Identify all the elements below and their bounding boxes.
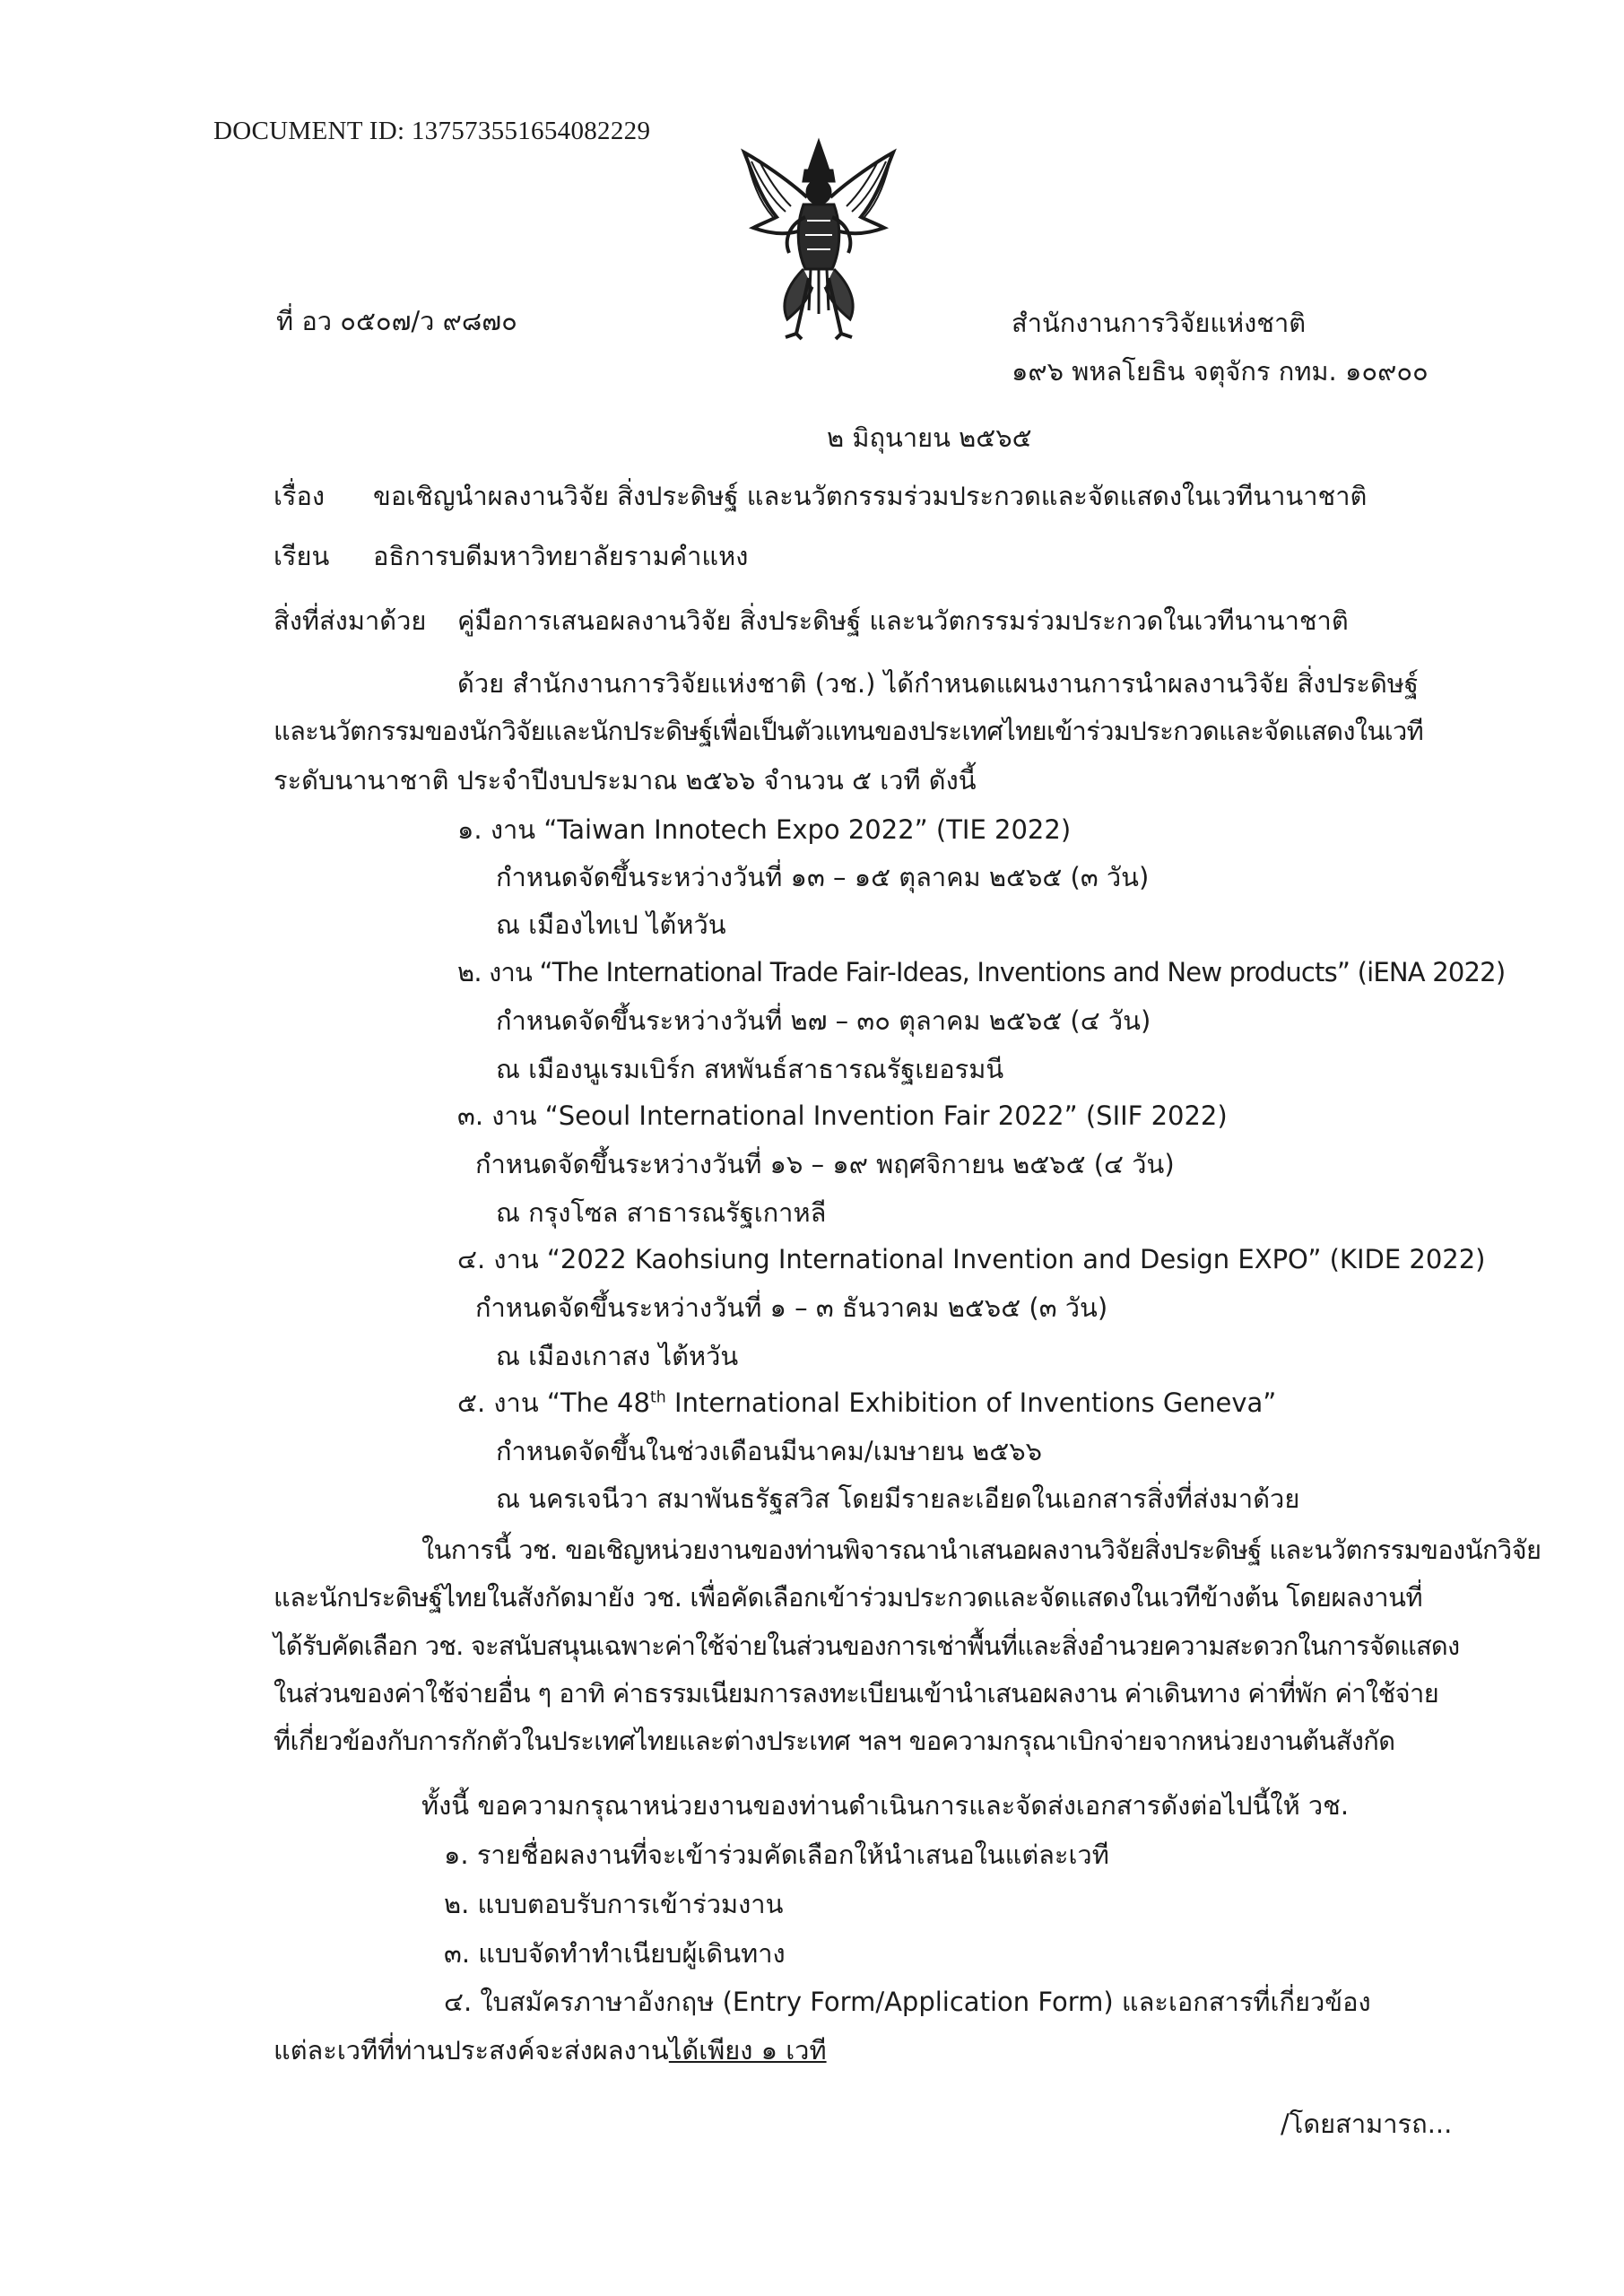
para2-line-4: ในส่วนของค่าใช้จ่ายอื่น ๆ อาทิ ค่าธรรมเนียมการลงทะเบียนเข้านำเสนอผลงาน ค่าเดินทาง ค่าที่พัก ค่าใช้จ่าย (274, 1678, 1439, 1709)
event-3-place: ณ กรุงโซล สาธารณรัฐเกาหลี (496, 1197, 827, 1228)
para2-line-1: ในการนี้ วช. ขอเชิญหน่วยงานของท่านพิจารณานำเสนอผลงานวิจัยสิ่งประดิษฐ์ และนวัตกรรมของนักวิจัย (421, 1535, 1541, 1565)
event-5-title (457, 1387, 1276, 1421)
event-4-place: ณ เมืองเกาสง ไต้หวัน (496, 1341, 739, 1371)
para2-line-3: ได้รับคัดเลือก วช. จะสนับสนุนเฉพาะค่าใช้จ่ายในส่วนของการเช่าพื้นที่และสิ่งอำนวยความสะดวกในการจัดแสดง (274, 1631, 1460, 1661)
enclosure-text: คู่มือการเสนอผลงานวิจัย สิ่งประดิษฐ์ และนวัตกรรมร่วมประกวดในเวทีนานาชาติ (457, 605, 1349, 636)
continuation-note: /โดยสามารถ... (1281, 2109, 1453, 2139)
event-5-place: ณ นครเจนีวา สมาพันธรัฐสวิส โดยมีรายละเอียดในเอกสารสิ่งที่ส่งมาด้วย (496, 1483, 1300, 1514)
garuda-emblem-icon (734, 135, 904, 341)
enclosure-label: สิ่งที่ส่งมาด้วย (274, 605, 427, 636)
event-4-title: ๔. งาน “2022 Kaohsiung International Invention and Design EXPO” (KIDE 2022) (457, 1244, 1486, 1274)
requirement-3: ๓. แบบจัดทำทำเนียบผู้เดินทาง (444, 1938, 786, 1969)
intro-line-3: ระดับนานาชาติ ประจำปีงบประมาณ ๒๕๖๖ จำนวน ๕ เวที ดังนี้ (274, 765, 977, 796)
event-5-title-suffix: International Exhibition of Inventions Geneva” (665, 1387, 1277, 1418)
event-5-title-prefix: ๕. งาน “The 48 (457, 1387, 650, 1418)
para2-line-5: ที่เกี่ยวข้องกับการกักตัวในประเทศไทยและต่างประเทศ ฯลฯ ขอความกรุณาเบิกจ่ายจากหน่วยงานต้นสังกัด (274, 1726, 1395, 1756)
event-1-place: ณ เมืองไทเป ไต้หวัน (496, 909, 726, 940)
intro-line-1: ด้วย สำนักงานการวิจัยแห่งชาติ (วช.) ได้กำหนดแผนงานการนำผลงานวิจัย สิ่งประดิษฐ์ (457, 668, 1419, 699)
issuer-address: ๑๙๖ พหลโยธิน จตุจักร กทม. ๑๐๙๐๐ (1012, 356, 1429, 387)
para2-line-2: และนักประดิษฐ์ไทยในสังกัดมายัง วช. เพื่อคัดเลือกเข้าร่วมประกวดและจัดแสดงในเวทีข้างต้น โดยผลงานที่ (274, 1582, 1423, 1613)
issuer-name: สำนักงานการวิจัยแห่งชาติ (1012, 308, 1307, 338)
event-5-dates: กำหนดจัดขึ้นในช่วงเดือนมีนาคม/เมษายน ๒๕๖๖ (496, 1436, 1043, 1466)
event-3-title: ๓. งาน “Seoul International Invention Fair 2022” (SIIF 2022) (457, 1100, 1228, 1131)
event-3-dates: กำหนดจัดขึ้นระหว่างวันที่ ๑๖ – ๑๙ พฤศจิกายน ๒๕๖๕ (๔ วัน) (475, 1149, 1175, 1179)
event-2-title: ๒. งาน “The International Trade Fair-Ideas, Inventions and New products” (iENA 2022) (457, 957, 1506, 987)
requirement-4-cont-underlined: ได้เพียง ๑ เวที (668, 2035, 827, 2066)
event-1-title: ๑. งาน “Taiwan Innotech Expo 2022” (TIE 2022) (457, 814, 1072, 845)
intro-line-2: และนวัตกรรมของนักวิจัยและนักประดิษฐ์เพื่อเป็นตัวแทนของประเทศไทยเข้าร่วมประกวดและจัดแสดงในเวที (274, 716, 1424, 746)
event-5-title-sup: th (649, 1388, 666, 1407)
requirement-4-continued (274, 2034, 827, 2068)
para3: ทั้งนี้ ขอความกรุณาหน่วยงานของท่านดำเนินการและจัดส่งเอกสารดังต่อไปนี้ให้ วช. (421, 1790, 1350, 1821)
event-2-dates: กำหนดจัดขึ้นระหว่างวันที่ ๒๗ – ๓๐ ตุลาคม ๒๕๖๕ (๔ วัน) (496, 1005, 1151, 1036)
reference-number: ที่ อว ๐๕๐๗/ว ๙๘๗๐ (276, 306, 517, 336)
subject-text: ขอเชิญนำผลงานวิจัย สิ่งประดิษฐ์ และนวัตกรรมร่วมประกวดและจัดแสดงในเวทีนานาชาติ (373, 481, 1368, 511)
event-4-dates: กำหนดจัดขึ้นระหว่างวันที่ ๑ – ๓ ธันวาคม ๒๕๖๕ (๓ วัน) (475, 1292, 1108, 1323)
requirement-1: ๑. รายชื่อผลงานที่จะเข้าร่วมคัดเลือกให้นำเสนอในแต่ละเวที (444, 1839, 1109, 1870)
document-date: ๒ มิถุนายน ๒๕๖๕ (827, 422, 1032, 453)
subject-label: เรื่อง (274, 481, 326, 511)
recipient-text: อธิการบดีมหาวิทยาลัยรามคำแหง (373, 541, 749, 571)
requirement-4: ๔. ใบสมัครภาษาอังกฤษ (Entry Form/Application Form) และเอกสารที่เกี่ยวข้อง (444, 1987, 1371, 2017)
requirement-4-cont-prefix: แต่ละเวทีที่ท่านประสงค์จะส่งผลงาน (274, 2035, 669, 2066)
event-1-dates: กำหนดจัดขึ้นระหว่างวันที่ ๑๓ – ๑๕ ตุลาคม ๒๕๖๕ (๓ วัน) (496, 862, 1150, 892)
recipient-label: เรียน (274, 541, 330, 571)
event-2-place: ณ เมืองนูเรมเบิร์ก สหพันธ์สาธารณรัฐเยอรมนี (496, 1054, 1004, 1084)
requirement-2: ๒. แบบตอบรับการเข้าร่วมงาน (444, 1889, 784, 1919)
document-id: DOCUMENT ID: 137573551654082229 (213, 117, 651, 145)
